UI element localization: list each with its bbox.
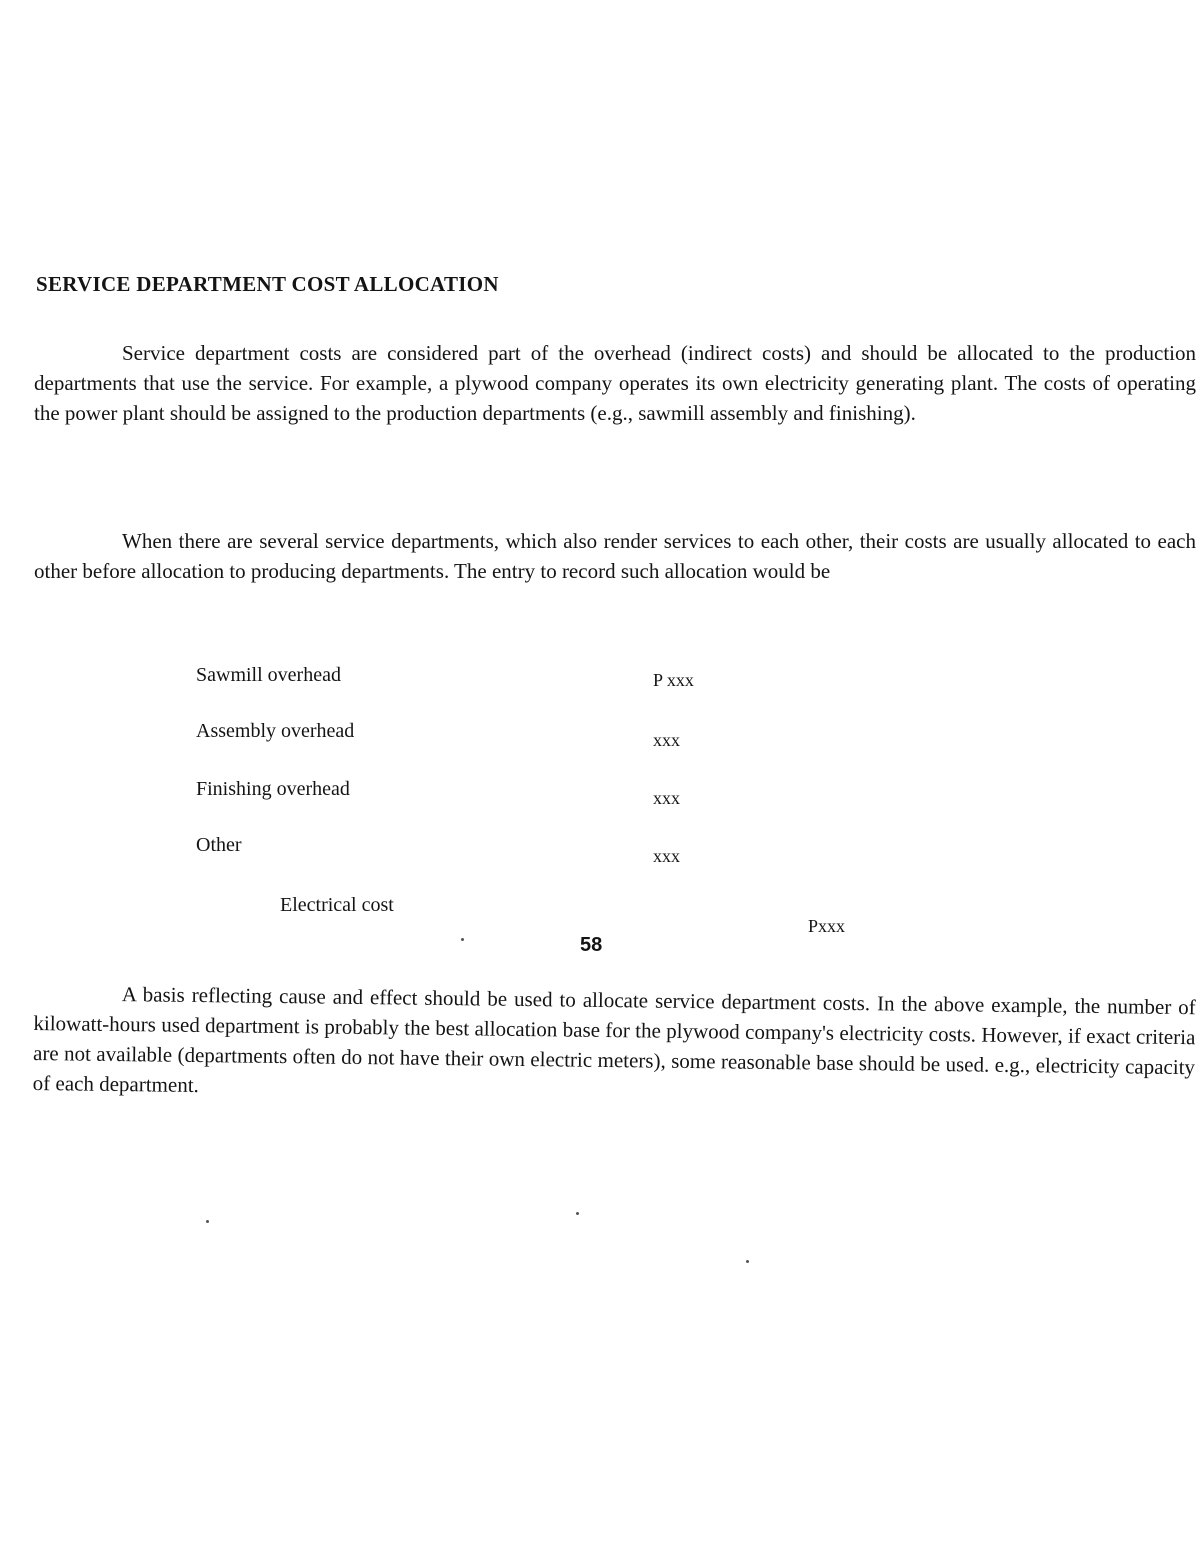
scan-speck — [746, 1260, 749, 1263]
debit-amount-sawmill: P xxx — [653, 670, 694, 690]
scan-speck — [576, 1212, 579, 1215]
scan-speck — [206, 1220, 209, 1223]
credit-account-electrical: Electrical cost — [280, 894, 394, 916]
paragraph-service-costs: Service department costs are considered part of the overhead (indirect costs) and should be allocated to the production departments that use the service. For example, a plywood company operates its own electricity generating plant. The costs of operating the power plant should be assigned to the production departments (e.g., sawmill assembly and finishing). — [34, 341, 1196, 425]
section-heading: SERVICE DEPARTMENT COST ALLOCATION — [36, 272, 499, 296]
credit-amount-electrical: Pxxx — [808, 916, 846, 936]
page-number: 58 — [580, 934, 603, 956]
debit-amount-other: xxx — [653, 846, 680, 866]
debit-account-assembly: Assembly overhead — [196, 720, 355, 742]
debit-amount-finishing: xxx — [653, 788, 680, 808]
paragraph-reciprocal-allocation: When there are several service departments, which also render services to each other, their costs are usually allocated to each other before allocation to producing departments. The entry to record such allocation would be — [34, 529, 1196, 583]
paragraph-allocation-basis: A basis reflecting cause and effect should be used to allocate service department costs. In the above example, the number of kilowatt-hours used department is probably the best allocation base for the plywood company's electricity costs. However, if exact criteria are not available (departments often do not have their own electric meters), some reasonable base should be used. e.g., electricity capacity of each department. — [32, 982, 1196, 1098]
debit-amount-assembly: xxx — [653, 730, 680, 750]
debit-account-sawmill: Sawmill overhead — [196, 664, 341, 686]
debit-account-finishing: Finishing overhead — [196, 778, 350, 800]
scan-speck — [461, 938, 464, 941]
debit-account-other: Other — [196, 834, 242, 856]
